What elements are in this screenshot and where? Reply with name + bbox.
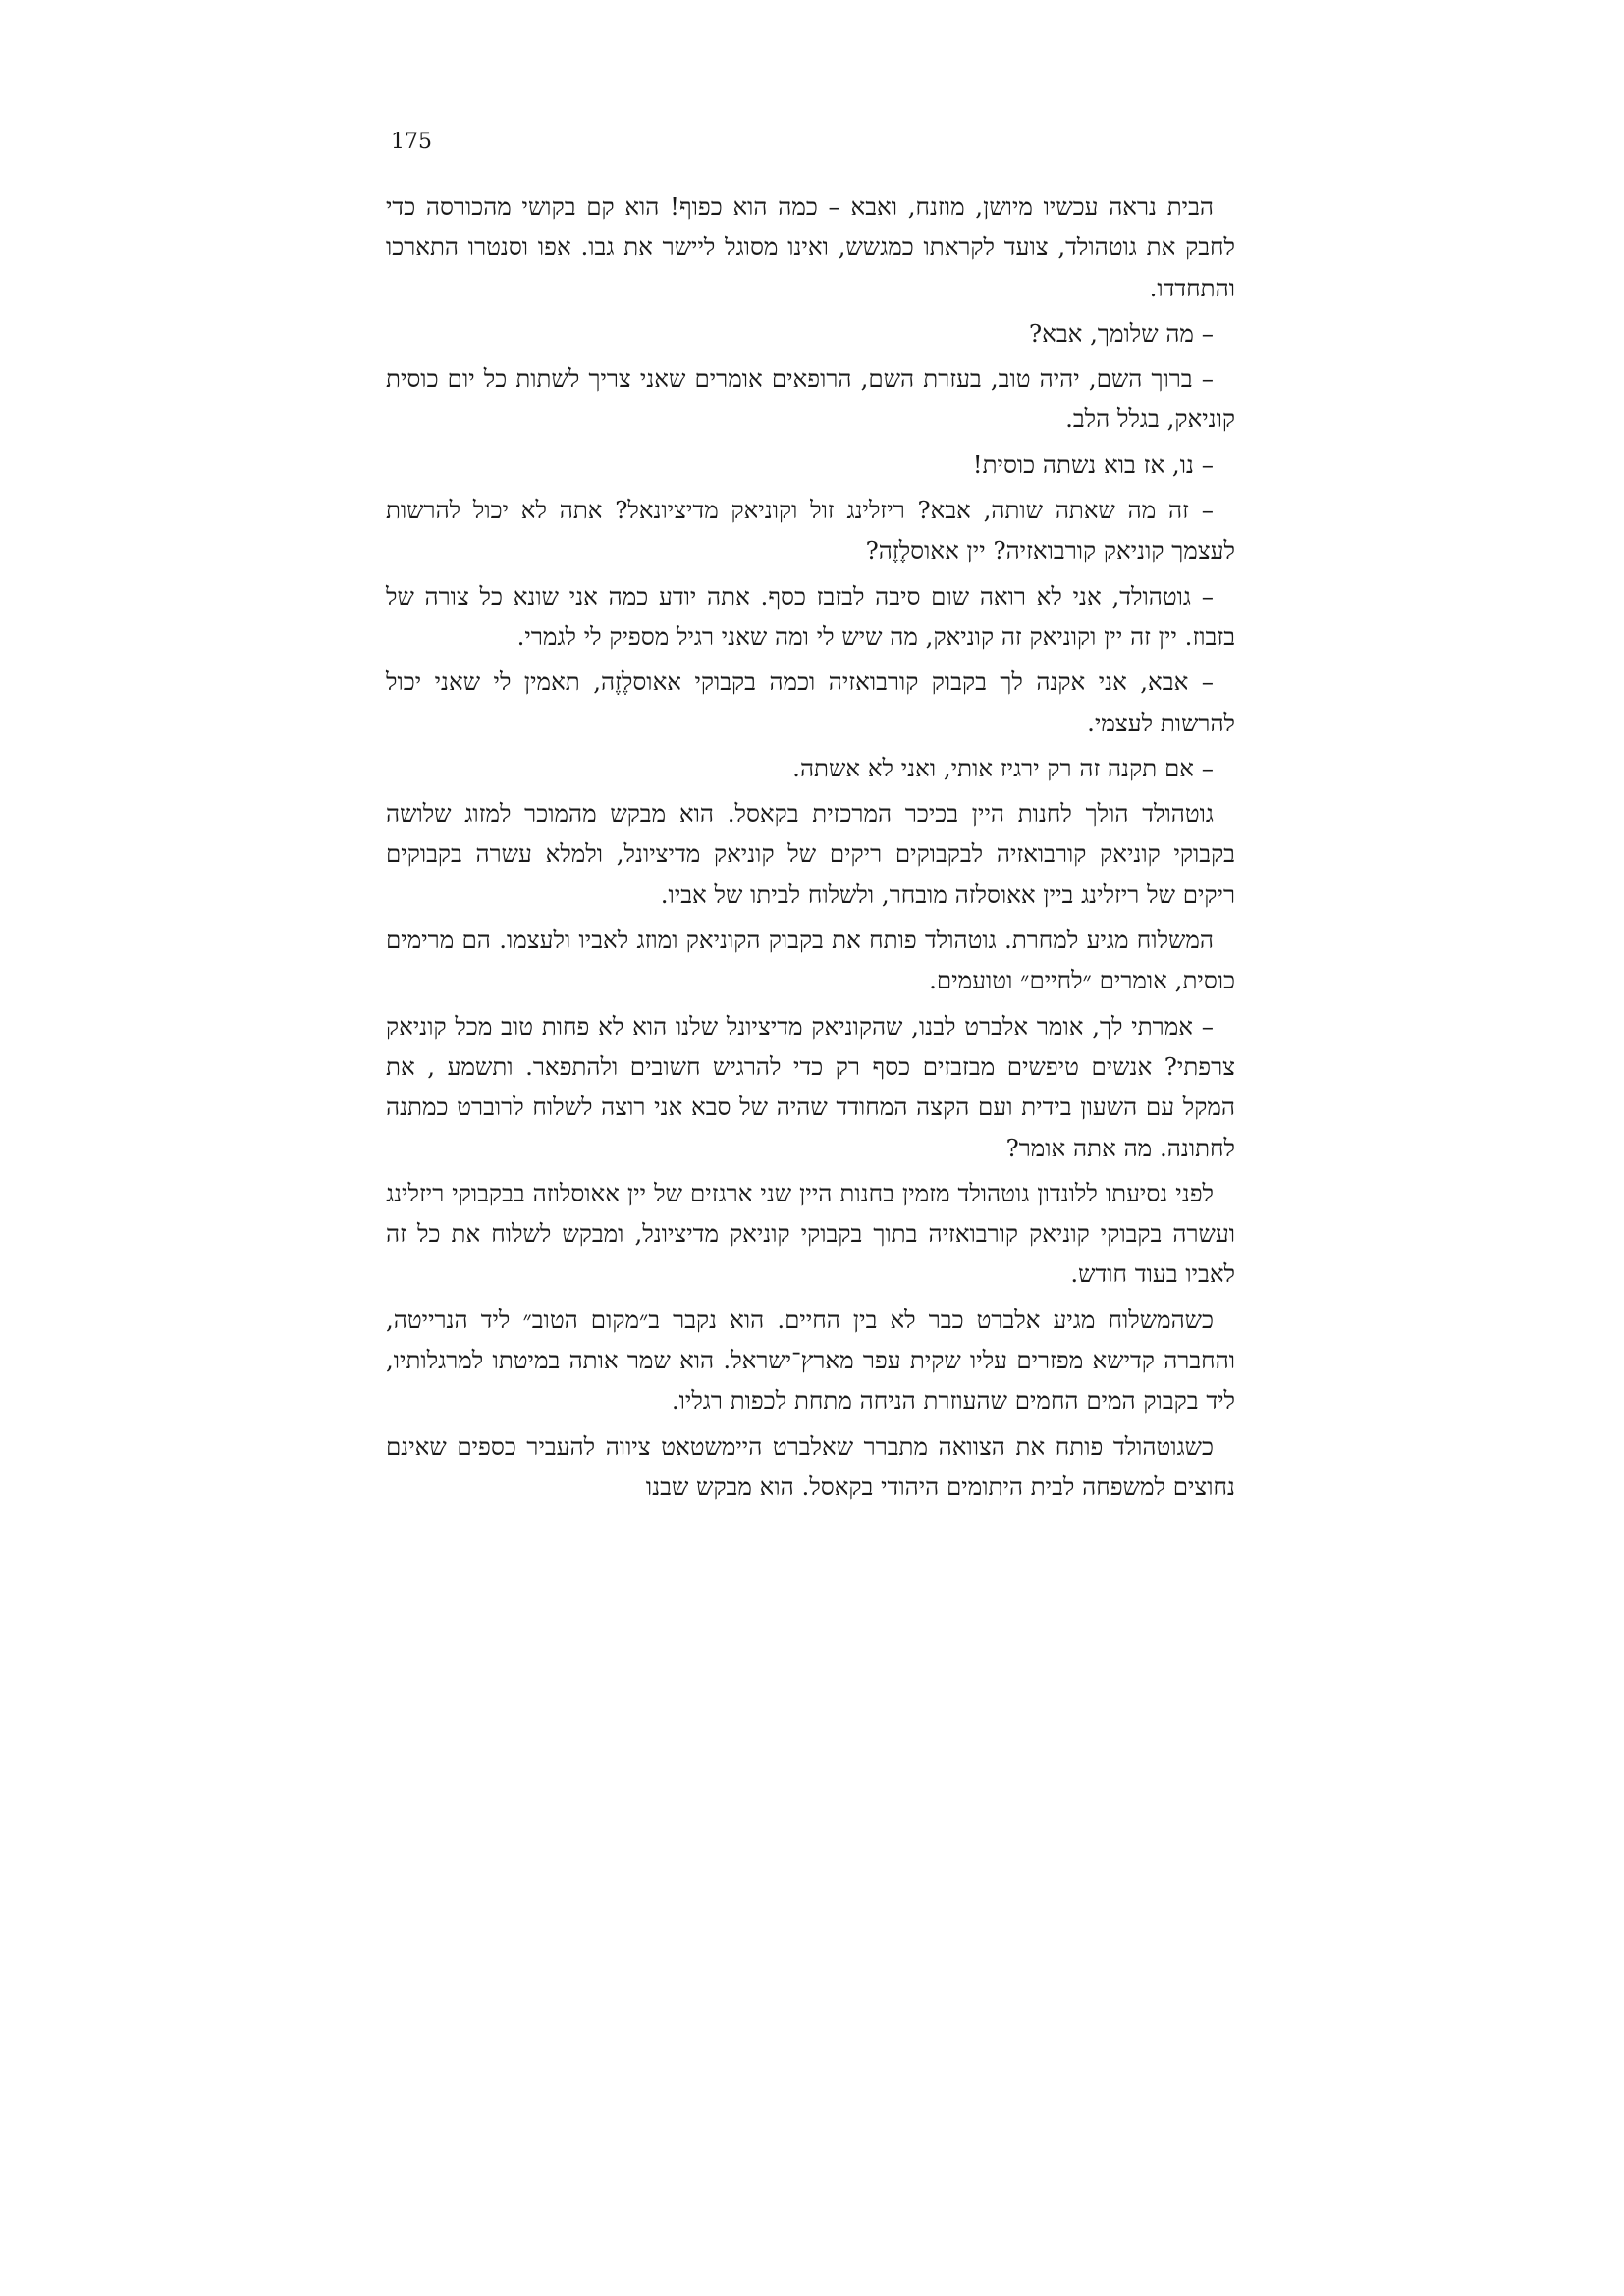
body-text <box>386 187 1235 1512</box>
dialogue-line: – אמרתי לך, אומר אלברט לבנו, שהקוניאק מדיציונל שלנו הוא לא פחות טוב מכל קוניאק צרפתי? אנשים טיפשים מבזבזים כסף רק כדי להרגיש חשובים ולהתפאר. ותשמע , את המקל עם השעון בידית ועם הקצה המחודד שהיה של סבא אני רוצה לשלוח לרוברט כמתנה לחתונה. מה אתה אומר? <box>386 1011 1235 1162</box>
paragraph: כשהמשלוח מגיע אלברט כבר לא בין החיים. הוא נקבר ב״מקום הטוב״ ליד הנרייטה, והחברה קדישא מפזרים עליו שקית עפר מארץ־ישראל. הוא שמר אותה במיטתו למרגלותיו, ליד בקבוק המים החמים שהעוזרת הניחה מתחת לכפות רגליו. <box>386 1305 1235 1415</box>
dialogue-line: – אבא, אני אקנה לך בקבוק קורבואזיה וכמה בקבוקי אאוסלֶזֶה, תאמין לי שאני יכול להרשות לעצמי. <box>386 667 1235 737</box>
dialogue-line: – נו, אז בוא נשתה כוסית! <box>972 450 1214 479</box>
paragraph: המשלוח מגיע למחרת. גוטהולד פותח את בקבוק הקוניאק ומוזג לאביו ולעצמו. הם מרימים כוסית, אומרים ״לחיים״ וטועמים. <box>386 926 1235 995</box>
page-number: 175 <box>391 130 432 154</box>
paragraph: לפני נסיעתו ללונדון גוטהולד מזמין בחנות היין שני ארגזים של יין אאוסלוזה בבקבוקי ריזלינג ועשרה בקבוקי קוניאק קורבואזיה בתוך בקבוקי קוניאק מדיציונל, ומבקש לשלוח את כל זה לאביו בעוד חודש. <box>386 1178 1235 1289</box>
dialogue-line: – אם תקנה זה רק ירגיז אותי, ואני לא אשתה. <box>792 753 1214 782</box>
dialogue-line: – ברוך השם, יהיה טוב, בעזרת השם, הרופאים אומרים שאני צריך לשתות כל יום כוסית קוניאק, בגלל הלב. <box>386 364 1235 434</box>
dialogue-line: – גוטהולד, אני לא רואה שום סיבה לבזבז כסף. אתה יודע כמה אני שונא כל צורה של בזבוז. יין זה יין וקוניאק זה קוניאק, מה שיש לי ומה שאני רגיל מספיק לי לגמרי. <box>386 581 1235 651</box>
dialogue-line: – מה שלומך, אבא? <box>1029 318 1214 347</box>
paragraph: הבית נראה עכשיו מיושן, מוזנח, ואבא – כמה הוא כפוף! הוא קם בקושי מהכורסה כדי לחבק את גוטהולד, צועד לקראתו כמגשש, ואינו מסוגל ליישר את גבו. אפו וסנטרו התארכו והתחדדו. <box>386 192 1235 302</box>
dialogue-line: – זה מה שאתה שותה, אבא? ריזלינג זול וקוניאק מדיציונאל? אתה לא יכול להרשות לעצמך קוניאק קורבואזיה? יין אאוסלֶזֶה? <box>386 496 1235 565</box>
paragraph: כשגוטהולד פותח את הצוואה מתברר שאלברט היימשטאט ציווה להעביר כספים שאינם נחוצים למשפחה לבית היתומים היהודי בקאסל. הוא מבקש שבנו <box>386 1431 1235 1501</box>
paragraph: גוטהולד הולך לחנות היין בכיכר המרכזית בקאסל. הוא מבקש מהמוכר למזוג שלושה בקבוקי קוניאק קורבואזיה לבקבוקים ריקים של קוניאק מדיציונל, ולמלא עשרה בקבוקים ריקים של ריזלינג ביין אאוסלזה מובחר, ולשלוח לביתו של אביו. <box>386 799 1235 909</box>
